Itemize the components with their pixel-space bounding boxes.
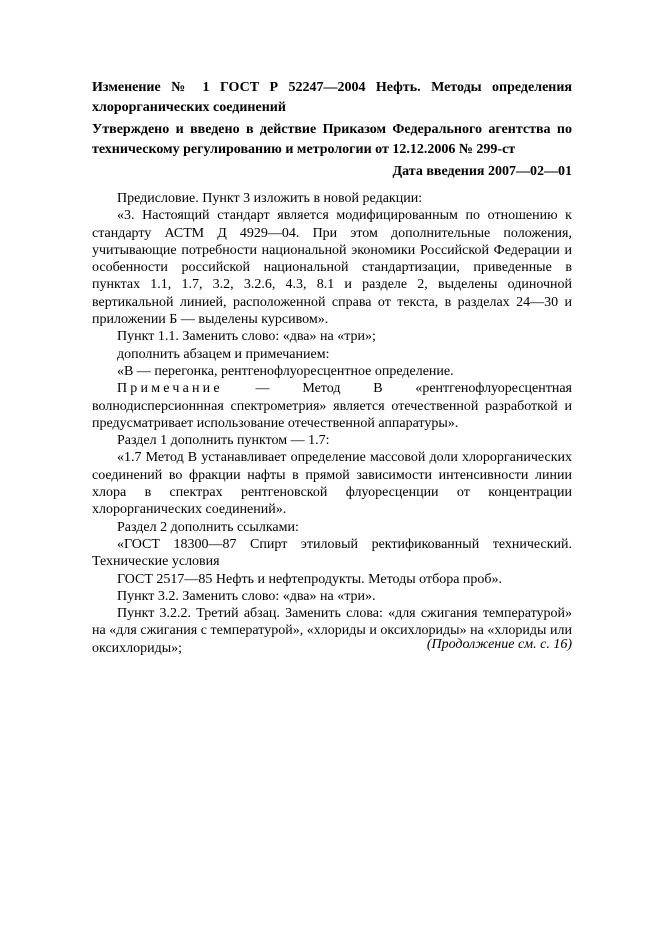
document-body xyxy=(92,190,572,657)
paragraph: дополнить абзацем и примечанием: xyxy=(117,346,330,362)
paragraph: «3. Настоящий стандарт является модифицированным по отношению к стандарту АСТМ Д 4929—04. При этом дополнительные положения, учитывающие потребности национальной экономики Российской Федерации и особенности российской национальной стандартизации, приведенные в пунктах 1.1, 1.7, 3.2, 3.2.6, 4.3, 8.1 и разделе 2, выделены одиночной вертикальной линией, расположенной справа от текста, в разделах 24—30 и приложении Б — выделены курсивом». xyxy=(92,208,572,328)
note-paragraph xyxy=(92,380,572,432)
note-text: — Метод В «рентгенофлуоресцентная волнодисперсионнная спектрометрия» является отечественной разработкой и предусматривает использование отечественной аппаратуры». xyxy=(92,381,572,431)
paragraph: Раздел 2 дополнить ссылками: xyxy=(117,519,299,535)
paragraph: Пункт 3.2.2. Третий абзац. Заменить слова: «для сжигания температурой» на «для сжигания с температурой», «хлориды и оксихлориды» на «хлориды или оксихлориды»; xyxy=(92,606,572,656)
paragraph: «1.7 Метод В устанавливает определение массовой доли хлорорганических соединений во фракции нафты в прямой зависимости интенсивности линии хлора в спектрах рентгеновской флуоресценции от концентрации хлорорганических соединений». xyxy=(92,450,572,518)
paragraph: Пункт 3.2. Заменить слово: «два» на «три». xyxy=(117,588,376,604)
continuation-note: (Продолжение см. с. 16) xyxy=(426,637,572,652)
effective-date: Дата введения 2007—02—01 xyxy=(392,164,572,179)
paragraph: «ГОСТ 18300—87 Спирт этиловый ректификованный технический. Технические условия xyxy=(92,536,572,570)
document-title: Изменение № 1 ГОСТ Р 52247—2004 Нефть. Методы определения хлорорганических соединений xyxy=(92,80,572,115)
paragraph: Предисловие. Пункт 3 изложить в новой редакции: xyxy=(117,191,423,206)
paragraph: Пункт 1.1. Заменить слово: «два» на «три»; xyxy=(117,329,376,345)
paragraph: Раздел 1 дополнить пунктом — 1.7: xyxy=(117,433,330,449)
note-label: Примечание xyxy=(117,381,223,397)
paragraph: ГОСТ 2517—85 Нефть и нефтепродукты. Методы отбора проб». xyxy=(117,571,503,587)
paragraph: «В — перегонка, рентгенофлуоресцентное определение. xyxy=(117,363,454,379)
approval-statement: Утверждено и введено в действие Приказом Федерального агентства по техническому регулированию и метрологии от 12.12.2006 № 299-ст xyxy=(92,122,572,157)
